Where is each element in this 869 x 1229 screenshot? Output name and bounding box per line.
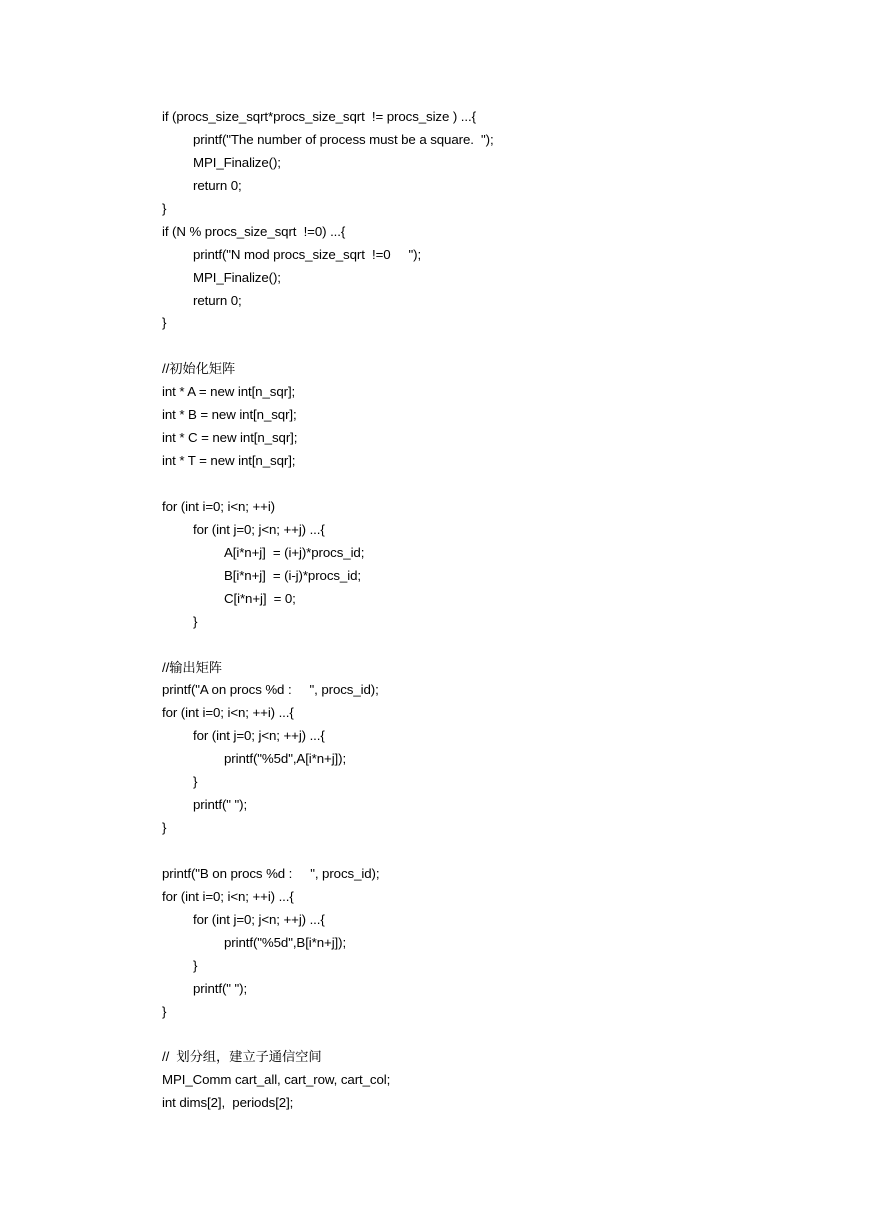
code-line: [162, 1024, 842, 1047]
code-block: [162, 106, 842, 1115]
comment-line: // 划分组，建立子通信空间: [162, 1049, 322, 1065]
code-line: MPI_Finalize();: [193, 269, 281, 285]
comment-line: //初始化矩阵: [162, 361, 236, 377]
code-line: return 0;: [193, 177, 242, 193]
code-line: for (int i=0; i<n; ++i) ...{: [162, 888, 294, 904]
code-line: for (int i=0; i<n; ++i) ...{: [162, 705, 294, 721]
code-line: printf("%5d",B[i*n+j]);: [224, 934, 347, 950]
code-line: int dims[2], periods[2];: [162, 1095, 294, 1111]
code-line: int * A = new int[n_sqr];: [162, 384, 296, 400]
code-line: }: [162, 200, 167, 216]
code-line: [162, 840, 842, 863]
code-line: MPI_Finalize();: [193, 154, 281, 170]
code-line: }: [162, 1003, 167, 1019]
code-line: A[i*n+j] = (i+j)*procs_id;: [224, 544, 365, 560]
code-line: for (int j=0; j<n; ++j) ...{: [193, 521, 325, 537]
code-line: for (int j=0; j<n; ++j) ...{: [193, 728, 325, 744]
code-line: printf(" ");: [193, 797, 248, 813]
code-line: return 0;: [193, 292, 242, 308]
code-line: C[i*n+j] = 0;: [224, 590, 296, 606]
code-line: printf("The number of process must be a square. ");: [193, 131, 494, 147]
code-line: int * T = new int[n_sqr];: [162, 453, 296, 469]
code-line: }: [162, 315, 167, 331]
code-line: }: [193, 774, 198, 790]
code-line: printf("%5d",A[i*n+j]);: [224, 751, 347, 767]
code-line: [162, 335, 842, 358]
code-line: printf("B on procs %d : ", procs_id);: [162, 865, 380, 881]
code-line: }: [193, 957, 198, 973]
code-line: }: [193, 613, 198, 629]
code-line: printf("N mod procs_size_sqrt !=0 ");: [193, 246, 422, 262]
code-line: for (int i=0; i<n; ++i): [162, 498, 275, 514]
code-line: if (procs_size_sqrt*procs_size_sqrt != procs_size ) ...{: [162, 109, 476, 124]
code-line: [162, 634, 842, 657]
code-line: int * C = new int[n_sqr];: [162, 430, 298, 446]
code-line: if (N % procs_size_sqrt !=0) ...{: [162, 223, 346, 239]
code-line: for (int j=0; j<n; ++j) ...{: [193, 911, 325, 927]
code-line: printf(" ");: [193, 980, 248, 996]
code-line: }: [162, 820, 167, 836]
code-line: MPI_Comm cart_all, cart_row, cart_col;: [162, 1072, 391, 1088]
code-line: [162, 473, 842, 496]
code-line: int * B = new int[n_sqr];: [162, 407, 297, 423]
comment-line: //输出矩阵: [162, 659, 222, 675]
code-line: printf("A on procs %d : ", procs_id);: [162, 682, 379, 698]
code-line: B[i*n+j] = (i-j)*procs_id;: [224, 567, 361, 583]
